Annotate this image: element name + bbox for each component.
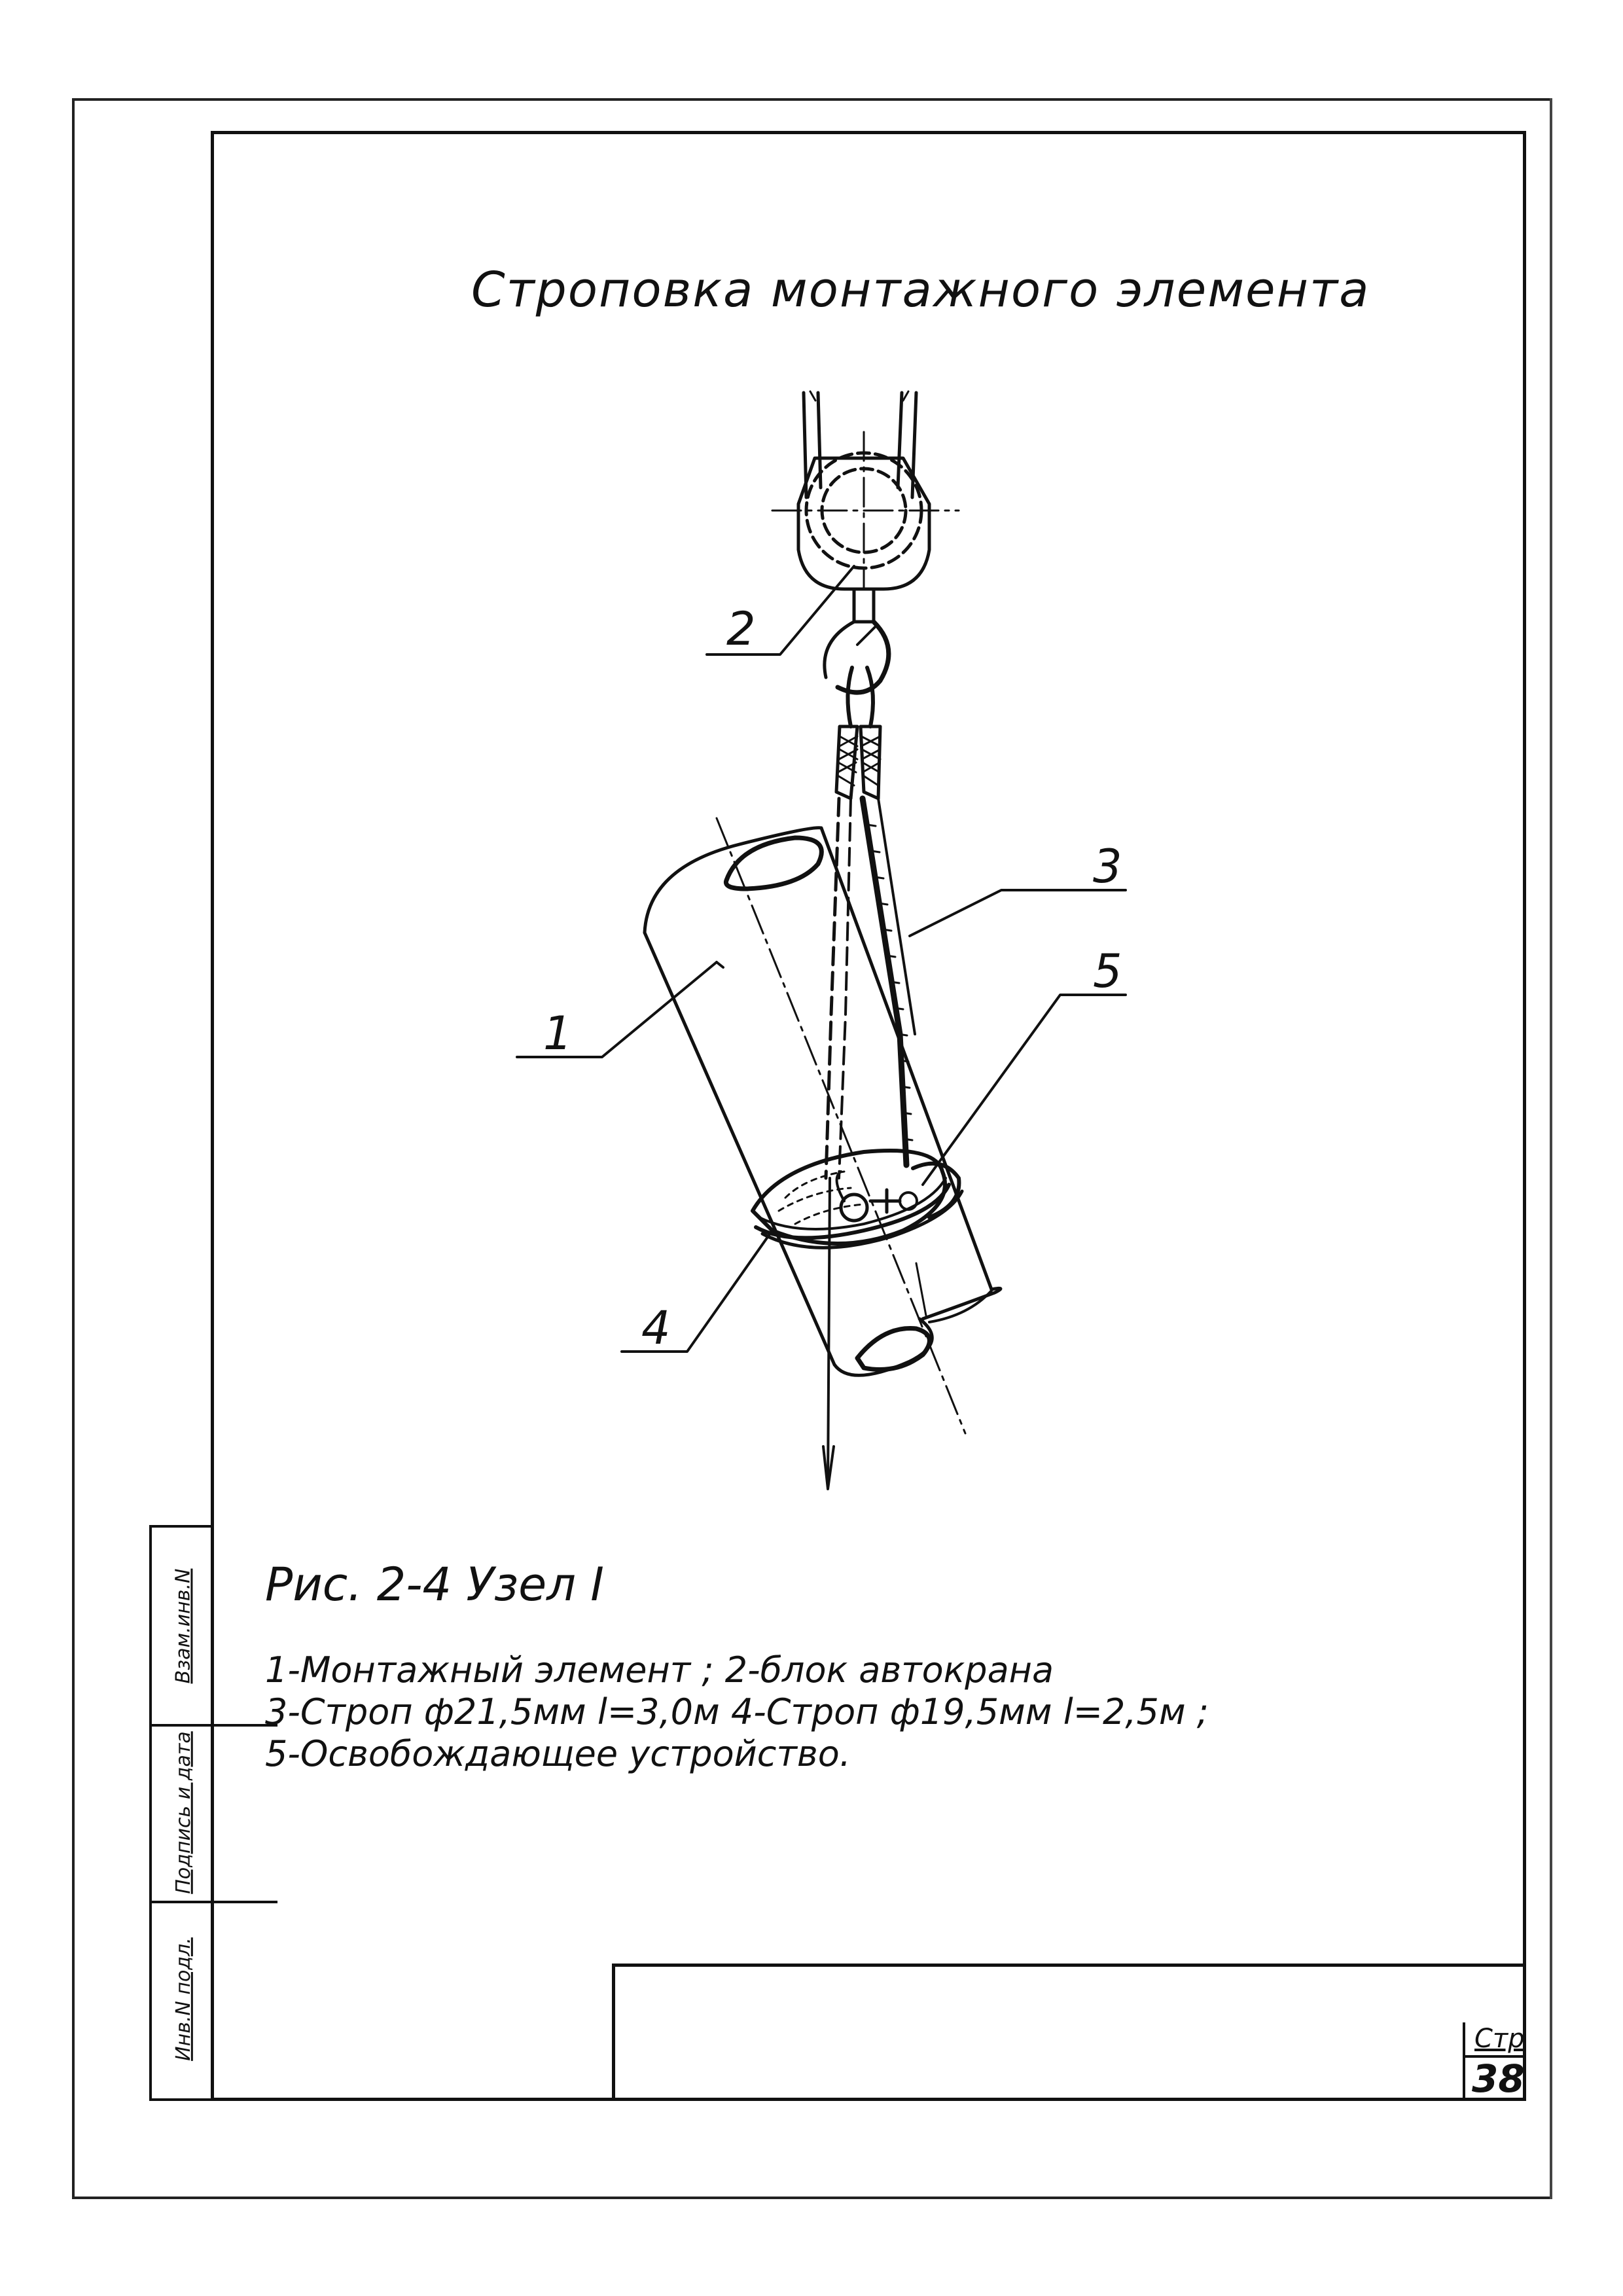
legend-line: 5-Освобождающее устройство. [265, 1733, 851, 1774]
sling-3 [863, 798, 915, 1165]
callout-4: 4 [641, 1301, 671, 1355]
callout-5: 5 [1093, 944, 1122, 998]
legend [265, 1649, 1209, 1775]
callout-1: 1 [543, 1007, 573, 1060]
legend-line: 1-Монтажный элемент ; 2-блок автокрана [265, 1649, 1054, 1691]
side-stamp-label: Взам.инв.N [171, 1568, 195, 1683]
pipe-element [645, 818, 1001, 1433]
side-stamp-label: Инв.N подл. [171, 1937, 195, 2061]
leader-lines [517, 566, 1126, 1352]
crane-cables [804, 391, 916, 497]
page-label: Стр [1474, 2024, 1525, 2054]
drawing-title: Строповка монтажного элемента [471, 262, 1370, 318]
figure-caption: Рис. 2-4 Узел I [265, 1558, 604, 1611]
legend-line: 3-Строп ф21,5мм l=3,0м 4-Строп ф19,5мм l=2,5м ; [265, 1691, 1209, 1732]
load-arrow [823, 1178, 834, 1489]
sling-wrap [753, 1151, 962, 1247]
callout-3: 3 [1093, 840, 1122, 893]
sling-4 [826, 798, 851, 1178]
hook [825, 622, 889, 692]
leader-5 [923, 995, 1126, 1185]
page-number: 38 [1472, 2056, 1525, 2101]
callout-2: 2 [726, 602, 756, 656]
pulley-block [772, 432, 959, 622]
leader-3 [910, 890, 1126, 936]
side-stamp-label: Подпись и дата [171, 1731, 195, 1894]
